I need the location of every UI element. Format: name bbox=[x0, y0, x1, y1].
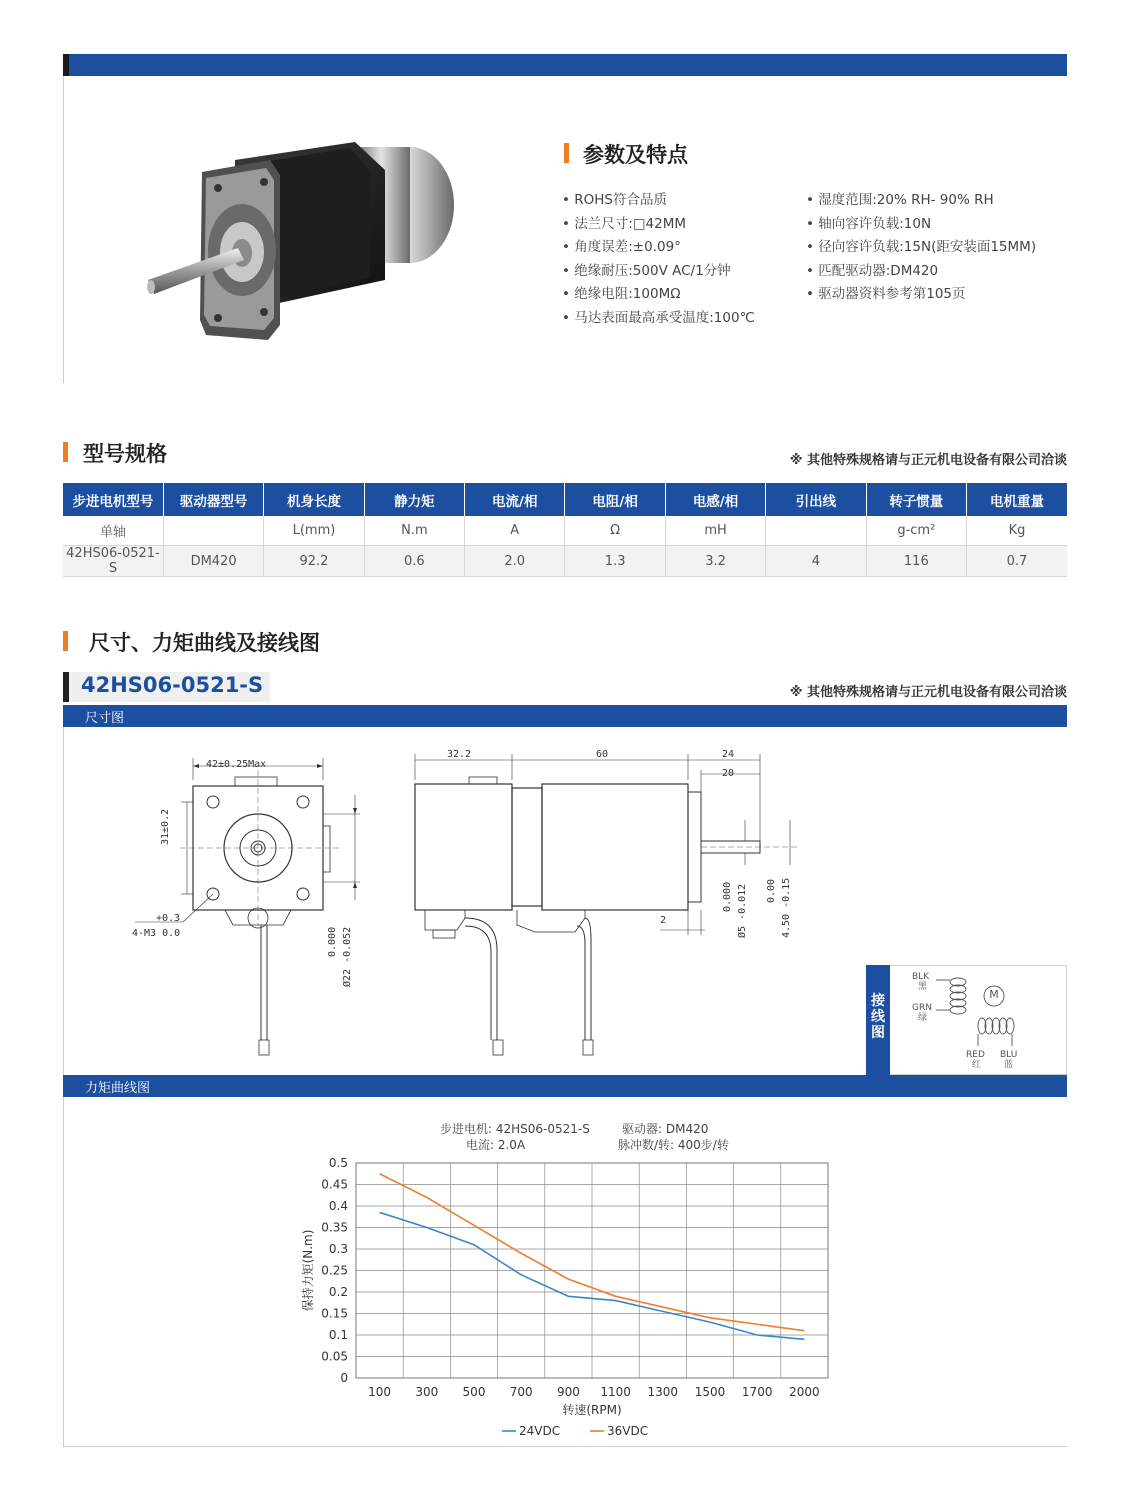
left-rule-top bbox=[63, 76, 64, 383]
params-title: 参数及特点 bbox=[583, 143, 688, 167]
y-tick-label: 0.45 bbox=[321, 1177, 348, 1192]
wire-blu: BLU bbox=[1000, 1050, 1018, 1060]
y-tick-label: 0.2 bbox=[328, 1285, 348, 1299]
table-cell: N.m bbox=[364, 516, 464, 546]
dim-front-tol: +0.3 bbox=[156, 913, 181, 924]
table-header: 电阻/相 bbox=[565, 483, 665, 516]
param-item: • 湿度范围:20% RH- 90% RH bbox=[806, 192, 994, 208]
spec-note: ※ 其他特殊规格请与正元机电设备有限公司洽谈 bbox=[789, 453, 1067, 468]
wire-blk: BLK bbox=[912, 972, 930, 982]
y-tick-label: 0.1 bbox=[328, 1328, 348, 1342]
params-left-list bbox=[562, 189, 755, 330]
y-tick-label: 0.3 bbox=[328, 1242, 348, 1256]
dim-front-hole: 4-M3 0.0 bbox=[132, 928, 181, 939]
torque-bar-label: 力矩曲线图 bbox=[85, 1081, 151, 1096]
dim-side-d5: 2 bbox=[660, 915, 667, 926]
y-tick-label: 0.5 bbox=[328, 1156, 348, 1170]
dim-side-d1: 32.2 bbox=[447, 749, 472, 760]
table-cell: 92.2 bbox=[264, 546, 364, 577]
param-item: • 径向容许负载:15N(距安装面15MM) bbox=[806, 239, 1037, 255]
dim-side-d3: 24 bbox=[722, 749, 735, 760]
param-item: • 匹配驱动器:DM420 bbox=[806, 262, 939, 279]
front-view-drawing bbox=[125, 740, 375, 1065]
dims-title-marker bbox=[63, 631, 68, 651]
chart-header-pulse: 脉冲数/转: 400步/转 bbox=[618, 1138, 729, 1152]
y-tick-label: 0.25 bbox=[321, 1263, 348, 1278]
chart-header-driver: 驱动器: DM420 bbox=[622, 1122, 709, 1136]
x-axis-label: 转速(RPM) bbox=[562, 1403, 622, 1417]
top-bar bbox=[63, 54, 1067, 76]
dim-side-d4: 20 bbox=[722, 768, 735, 779]
table-cell: L(mm) bbox=[264, 516, 364, 546]
dims-title: 尺寸、力矩曲线及接线图 bbox=[89, 631, 320, 655]
legend-label: 36VDC bbox=[607, 1424, 649, 1438]
dim-front-height: 31±0.2 bbox=[160, 808, 171, 845]
param-item: • 绝缘电阻:100MΩ bbox=[562, 286, 681, 302]
table-cell: 42HS06-0521-S bbox=[63, 546, 163, 577]
table-header-row bbox=[63, 483, 1067, 516]
y-tick-label: 0.05 bbox=[321, 1349, 348, 1364]
y-axis-label: 保持力矩(N.m) bbox=[301, 1229, 315, 1312]
wiring-tab-label: 接线图 bbox=[871, 993, 885, 1041]
x-tick-label: 100 bbox=[368, 1385, 392, 1399]
dim-side-d2: 60 bbox=[596, 749, 609, 760]
table-header: 引出线 bbox=[766, 483, 866, 516]
table-header: 电感/相 bbox=[665, 483, 765, 516]
table-cell: 0.6 bbox=[364, 546, 464, 577]
table-header: 转子惯量 bbox=[866, 483, 966, 516]
x-tick-label: 700 bbox=[509, 1385, 533, 1399]
table-cell: Ω bbox=[565, 516, 665, 546]
param-item: • 角度误差:±0.09° bbox=[562, 239, 681, 255]
legend-label: 24VDC bbox=[519, 1424, 561, 1438]
dims-note: ※ 其他特殊规格请与正元机电设备有限公司洽谈 bbox=[789, 685, 1067, 700]
wire-grn: GRN bbox=[912, 1003, 932, 1013]
model-badge bbox=[63, 672, 270, 702]
param-item: • 轴向容许负载:10N bbox=[806, 215, 932, 232]
table-header: 机身长度 bbox=[264, 483, 364, 516]
param-item: • 马达表面最高承受温度:100℃ bbox=[562, 309, 755, 326]
table-cell: 4 bbox=[766, 546, 866, 577]
table-cell bbox=[163, 516, 263, 546]
table-cell: 116 bbox=[866, 546, 966, 577]
model-name: 42HS06-0521-S bbox=[81, 673, 264, 697]
y-tick-label: 0 bbox=[340, 1371, 348, 1385]
torque-bar bbox=[63, 1075, 1067, 1097]
chart-header-current: 电流: 2.0A bbox=[466, 1138, 526, 1152]
table-cell: Kg bbox=[967, 516, 1067, 546]
wiring-diagram bbox=[890, 965, 1067, 1075]
param-item: • ROHS符合品质 bbox=[562, 192, 667, 208]
spec-title: 型号规格 bbox=[83, 442, 167, 466]
table-header: 静力矩 bbox=[364, 483, 464, 516]
y-tick-label: 0.35 bbox=[321, 1220, 348, 1235]
dim-side-s1: 0.000 bbox=[722, 881, 733, 912]
dimension-bar-label: 尺寸图 bbox=[85, 711, 125, 726]
spec-title-marker bbox=[63, 442, 68, 462]
dim-side-s2: Ø5 -0.012 bbox=[737, 883, 748, 938]
table-cell: mH bbox=[665, 516, 765, 546]
dim-side-s4: 4.50 -0.15 bbox=[781, 877, 792, 938]
wire-blk-cn: 黑 bbox=[918, 982, 928, 992]
x-tick-label: 900 bbox=[556, 1385, 580, 1399]
dim-front-shaft2: Ø22 -0.052 bbox=[342, 926, 353, 987]
param-item: • 绝缘耐压:500V AC/1分钟 bbox=[562, 262, 731, 279]
wire-red: RED bbox=[966, 1050, 985, 1060]
motor-symbol-label: M bbox=[989, 988, 999, 1001]
x-tick-label: 2000 bbox=[789, 1385, 820, 1399]
param-item: • 法兰尺寸:□42MM bbox=[562, 215, 687, 232]
wire-blu-cn: 蓝 bbox=[1004, 1060, 1014, 1070]
table-cell: DM420 bbox=[163, 546, 263, 577]
y-tick-label: 0.4 bbox=[328, 1199, 348, 1213]
table-row bbox=[63, 516, 1067, 546]
torque-chart bbox=[290, 1150, 850, 1450]
wire-grn-cn: 绿 bbox=[918, 1013, 928, 1023]
params-title-marker bbox=[564, 143, 569, 163]
param-item: • 驱动器资料参考第105页 bbox=[806, 286, 966, 302]
table-cell: 0.7 bbox=[967, 546, 1067, 577]
top-bar-accent bbox=[63, 54, 69, 76]
table-header: 步进电机型号 bbox=[63, 483, 163, 516]
dimension-bar bbox=[63, 705, 1067, 727]
x-tick-label: 1500 bbox=[694, 1385, 726, 1399]
spec-table bbox=[63, 483, 1067, 577]
table-cell: 2.0 bbox=[465, 546, 565, 577]
table-cell: g-cm² bbox=[866, 516, 966, 546]
wire-red-cn: 红 bbox=[972, 1060, 982, 1070]
x-tick-label: 300 bbox=[415, 1385, 439, 1399]
dim-front-width: 42±0.25Max bbox=[206, 759, 267, 770]
params-right-list bbox=[806, 189, 1036, 307]
y-tick-label: 0.15 bbox=[321, 1306, 348, 1321]
chart-header-motor: 步进电机: 42HS06-0521-S bbox=[440, 1122, 590, 1136]
x-tick-label: 1100 bbox=[600, 1385, 631, 1399]
table-cell: 1.3 bbox=[565, 546, 665, 577]
table-header: 电机重量 bbox=[967, 483, 1067, 516]
x-tick-label: 1300 bbox=[647, 1385, 679, 1399]
table-header: 电流/相 bbox=[465, 483, 565, 516]
dim-front-shaft1: 0.000 bbox=[327, 926, 338, 957]
wiring-tab bbox=[866, 965, 890, 1075]
table-row bbox=[63, 546, 1067, 577]
x-tick-label: 500 bbox=[462, 1385, 486, 1399]
table-cell: A bbox=[465, 516, 565, 546]
table-header: 驱动器型号 bbox=[163, 483, 263, 516]
motor-photo bbox=[140, 130, 470, 360]
dim-side-s3: 0.00 bbox=[766, 878, 777, 903]
table-cell bbox=[766, 516, 866, 546]
x-tick-label: 1700 bbox=[741, 1385, 773, 1399]
table-cell: 3.2 bbox=[665, 546, 765, 577]
table-cell: 单轴 bbox=[63, 516, 163, 546]
